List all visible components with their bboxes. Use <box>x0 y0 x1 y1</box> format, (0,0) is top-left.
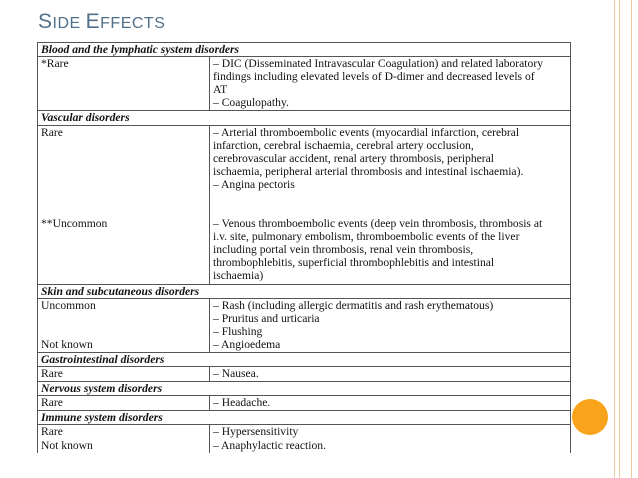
frequency-label: Rare <box>41 125 63 139</box>
effect-line: infarction, cerebral ischaemia, cerebral artery occlusion, <box>213 138 474 152</box>
decorative-orange-circle <box>572 399 608 435</box>
effect-line: findings including elevated levels of D-dimer and decreased levels of <box>213 70 535 84</box>
effect-line: ischaemia, peripheral arterial thrombosis and intestinal ischaemia). <box>213 164 524 178</box>
effect-line: – Angioedema <box>213 337 281 351</box>
effect-line: – Angina pectoris <box>213 177 295 191</box>
table-row <box>38 125 571 284</box>
table-row <box>38 396 571 411</box>
frame-line-middle <box>619 0 620 478</box>
effect-line: – DIC (Disseminated Intravascular Coagulation) and related laboratory <box>213 57 543 71</box>
frequency-label: *Rare <box>41 57 69 71</box>
effect-line: – Headache. <box>213 396 271 410</box>
effect-line: – Anaphylactic reaction. <box>213 438 326 452</box>
effect-line: – Coagulopathy. <box>213 96 289 110</box>
effect-line: ischaemia) <box>213 269 264 283</box>
frequency-label: Rare <box>41 396 63 410</box>
section-header-gastrointestinal: Gastrointestinal disorders <box>38 352 571 366</box>
table-row <box>38 298 571 352</box>
effect-line: – Nausea. <box>213 367 259 381</box>
slide-title: SIDE EFFECTS <box>38 10 166 33</box>
effect-line: – Pruritus and urticaria <box>213 311 320 325</box>
table-row <box>38 367 571 382</box>
section-header-vascular: Vascular disorders <box>38 111 571 125</box>
effect-line: – Flushing <box>213 324 263 338</box>
section-header-nervous: Nervous system disorders <box>38 382 571 396</box>
table-row <box>38 57 571 111</box>
side-effects-table <box>37 42 571 453</box>
effect-line: i.v. site, pulmonary embolism, thromboembolic events of the liver <box>213 230 520 244</box>
frame-line-right <box>631 0 632 478</box>
effect-line: including portal vein thrombosis, renal vein thrombosis, <box>213 243 474 257</box>
effect-line: – Rash (including allergic dermatitis and rash erythematous) <box>213 298 494 312</box>
frequency-label: Rare <box>41 367 63 381</box>
frequency-label: **Uncommon <box>41 217 108 231</box>
frequency-label: Uncommon <box>41 298 96 312</box>
effect-line: thrombophlebitis, superficial thrombophlebitis and intestinal <box>213 256 495 270</box>
frame-line-left <box>614 0 615 478</box>
frequency-label: Rare <box>41 425 63 439</box>
effect-line: AT <box>213 83 228 97</box>
table-row <box>38 425 571 453</box>
effect-line: – Arterial thromboembolic events (myocardial infarction, cerebral <box>213 125 520 139</box>
section-header-immune: Immune system disorders <box>38 411 571 425</box>
frequency-label: Not known <box>41 438 93 452</box>
effect-line: – Venous thromboembolic events (deep vein thrombosis, thrombosis at <box>213 217 543 231</box>
effect-line: cerebrovascular accident, renal artery thrombosis, peripheral <box>213 151 495 165</box>
section-header-blood: Blood and the lymphatic system disorders <box>38 43 571 57</box>
effect-line: – Hypersensitivity <box>213 425 299 439</box>
section-header-skin: Skin and subcutaneous disorders <box>38 284 571 298</box>
frequency-label: Not known <box>41 337 93 351</box>
